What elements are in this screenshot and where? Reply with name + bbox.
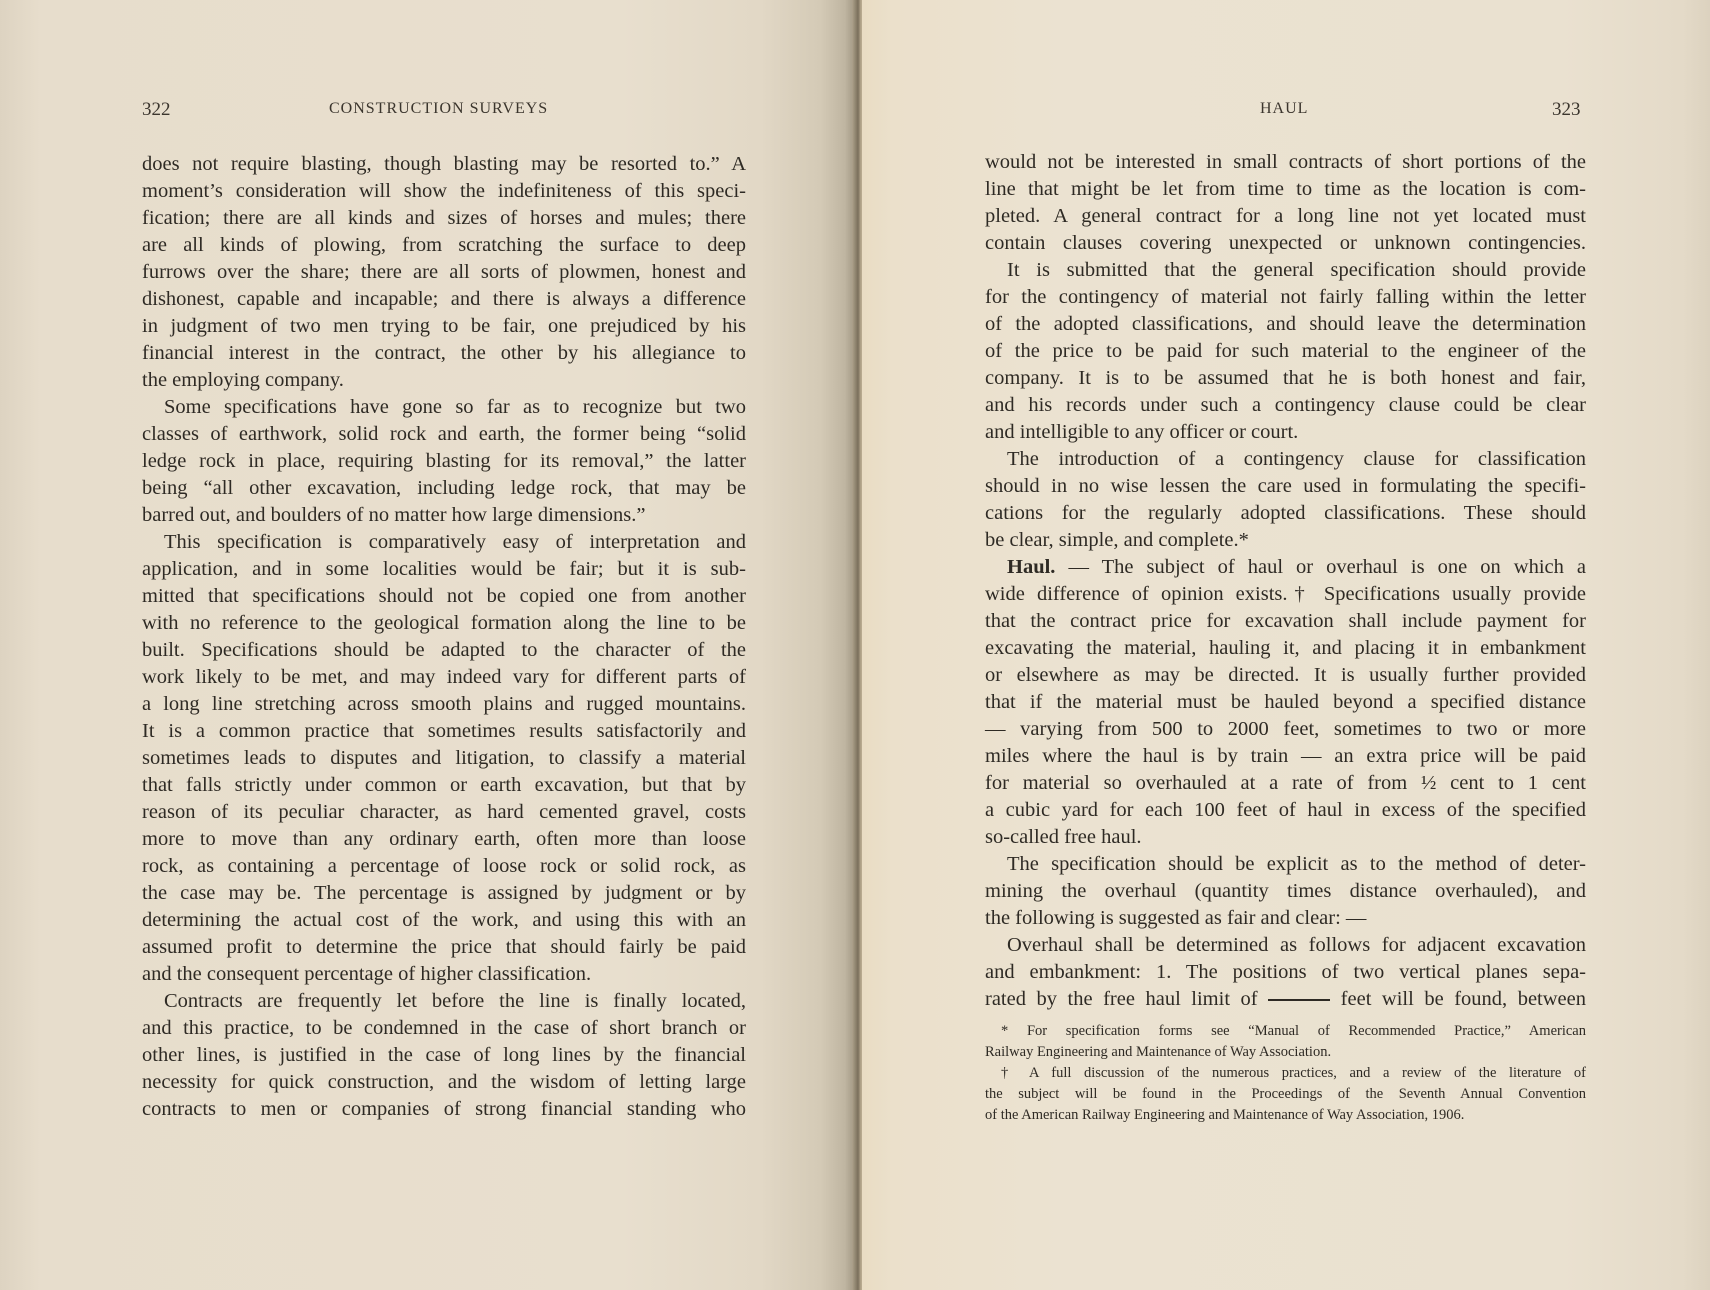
text-line: in judgment of two men trying to be fair, one prejudiced by his [142,315,746,337]
text-line: the following is suggested as fair and clear: — [985,907,1367,929]
text-line: the employing company. [142,369,344,391]
page-number-text: 323 [1552,99,1581,120]
text-line: be clear, simple, and complete.* [985,529,1249,551]
text-line: contain clauses covering unexpected or unknown contingencies. [985,232,1586,254]
text-line: barred out, and boulders of no matter how large dimensions.” [142,504,646,526]
text-line: reason of its peculiar character, as hard cemented gravel, costs [142,801,746,823]
text-line: excavating the material, hauling it, and placing it in embankment [985,637,1586,659]
text-line: other lines, is justified in the case of long lines by the financial [142,1044,746,1066]
text-line: rock, as containing a percentage of loose rock or solid rock, as [142,855,746,877]
text-line-content: feet will be found, between [1330,988,1586,1010]
footnote-line: of the American Railway Engineering and Maintenance of Way Association, 1906. [985,1107,1465,1123]
text-line-content: rated by the free haul limit of [985,988,1269,1010]
text-line: that falls strictly under common or earth excavation, but that by [142,774,746,796]
text-line: furrows over the share; there are all sorts of plowmen, honest and [142,261,746,283]
text-line: or elsewhere as may be directed. It is usually further provided [985,664,1586,686]
text-line: classes of earthwork, solid rock and earth, the former being “solid [142,423,746,445]
text-line: are all kinds of plowing, from scratching the surface to deep [142,234,746,256]
text-line: with no reference to the geological formation along the line to be [142,612,746,634]
text-line: sometimes leads to disputes and litigation, to classify a material [142,747,746,769]
footnotes [985,1021,1586,1126]
footnote-line: Railway Engineering and Maintenance of Way Association. [985,1044,1332,1060]
text-line: should in no wise lessen the care used in formulating the specifi- [985,475,1586,497]
text-line: built. Specifications should be adapted to the character of the [142,639,746,661]
text-line: cations for the regularly adopted classifications. These should [985,502,1586,524]
text-line: a cubic yard for each 100 feet of haul in excess of the specified [985,799,1586,821]
text-line: and this practice, to be condemned in the case of short branch or [142,1017,746,1039]
text-line [985,554,1586,581]
text-line: necessity for quick construction, and the wisdom of letting large [142,1071,746,1093]
text-line: and intelligible to any officer or court. [985,421,1299,443]
text-line: that if the material must be hauled beyond a specified distance [985,691,1586,713]
text-line: does not require blasting, though blasting may be resorted to.” A [142,153,746,175]
text-line: for material so overhauled at a rate of from ½ cent to 1 cent [985,772,1586,794]
text-line: Overhaul shall be determined as follows for adjacent excavation [1007,934,1586,956]
text-line: dishonest, capable and incapable; and there is always a difference [142,288,746,310]
text-line: It is a common practice that sometimes results satisfactorily and [142,720,746,742]
text-line: — varying from 500 to 2000 feet, sometimes to two or more [985,718,1586,740]
text-line: and the consequent percentage of higher classification. [142,963,592,985]
fill-in-blank [1268,999,1330,1001]
text-line [985,986,1586,1013]
text-line: The introduction of a contingency clause for classification [1007,448,1586,470]
running-head: HAUL [1260,100,1309,117]
footnote-line: * For specification forms see “Manual of Recommended Practice,” American [1001,1023,1586,1039]
text-line: assumed profit to determine the price that should fairly be paid [142,936,746,958]
text-line: determining the actual cost of the work, and using this with an [142,909,746,931]
book-gutter [852,0,862,1290]
text-line: work likely to be met, and may indeed vary for different parts of [142,666,746,688]
text-line: financial interest in the contract, the other by his allegiance to [142,342,746,364]
footnote-line: the subject will be found in the Proceedings of the Seventh Annual Convention [985,1086,1586,1102]
text-line: being “all other excavation, including ledge rock, that may be [142,477,746,499]
text-line: pleted. A general contract for a long line not yet located must [985,205,1586,227]
body-text [985,149,1586,1013]
text-line: contracts to men or companies of strong financial standing who [142,1098,746,1120]
text-line: mitted that specifications should not be copied one from another [142,585,746,607]
text-line: miles where the haul is by train — an extra price will be paid [985,745,1586,767]
text-line: of the price to be paid for such material to the engineer of the [985,340,1586,362]
text-line: and embankment: 1. The positions of two vertical planes sepa- [985,961,1586,983]
page-number [1552,99,1581,121]
text-line: the case may be. The percentage is assigned by judgment or by [142,882,746,904]
text-line: wide difference of opinion exists.† Specifications usually provide [985,583,1586,605]
text-line: The specification should be explicit as to the method of deter- [1007,853,1586,875]
text-line: would not be interested in small contracts of short portions of the [985,151,1586,173]
text-line: line that might be let from time to time as the location is com- [985,178,1586,200]
text-line: for the contingency of material not fairly falling within the letter [985,286,1586,308]
text-line: a long line stretching across smooth plains and rugged mountains. [142,693,746,715]
running-head: CONSTRUCTION SURVEYS [329,100,549,117]
text-line: Contracts are frequently let before the line is finally located, [164,990,746,1012]
text-line: moment’s consideration will show the indefiniteness of this speci- [142,180,746,202]
text-line-content: — The subject of haul or overhaul is one on which a [1055,556,1586,578]
text-line: company. It is to be assumed that he is both honest and fair, [985,367,1586,389]
text-line: ledge rock in place, requiring blasting for its removal,” the latter [142,450,746,472]
page-number-text: 322 [142,99,171,120]
text-line: fication; there are all kinds and sizes of horses and mules; there [142,207,746,229]
text-line: Some specifications have gone so far as to recognize but two [164,396,746,418]
text-line: more to move than any ordinary earth, often more than loose [142,828,746,850]
footnote-line: † A full discussion of the numerous practices, and a review of the literature of [1001,1065,1586,1081]
text-line: and his records under such a contingency clause could be clear [985,394,1586,416]
text-line: so-called free haul. [985,826,1142,848]
page-number [142,99,171,121]
text-line: This specification is comparatively easy of interpretation and [164,531,746,553]
right-page [862,0,1710,1290]
text-line: mining the overhaul (quantity times distance overhauled), and [985,880,1586,902]
text-line: of the adopted classifications, and should leave the determination [985,313,1586,335]
text-line: It is submitted that the general specification should provide [1007,259,1586,281]
section-heading-runin: Haul. [1007,556,1056,578]
text-line: application, and in some localities would be fair; but it is sub- [142,558,746,580]
text-line: that the contract price for excavation shall include payment for [985,610,1586,632]
body-text [142,151,746,1123]
